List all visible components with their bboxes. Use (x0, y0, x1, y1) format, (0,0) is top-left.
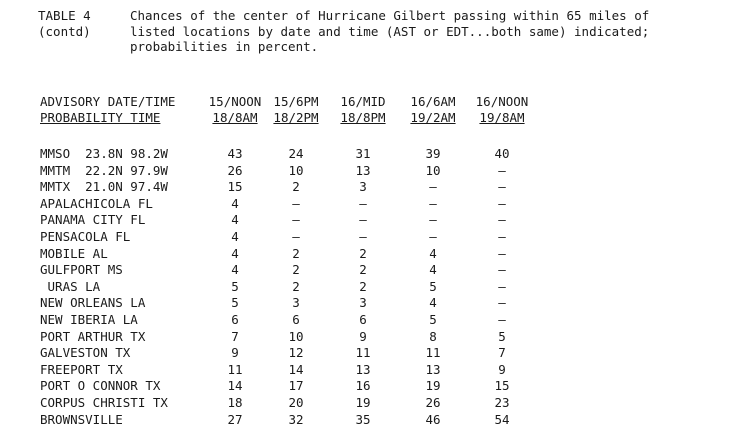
table-row (0, 262, 735, 279)
table-row (0, 378, 735, 395)
probability-cell: 19 (425, 378, 441, 394)
location-name: FREEPORT TX (40, 361, 123, 377)
probability-cell: — (498, 179, 506, 195)
probability-time: 18/2PM (273, 110, 319, 125)
probability-cell: 6 (359, 311, 367, 327)
probability-cell: 11 (227, 361, 243, 377)
probability-cell: 9 (498, 361, 506, 377)
probability-cell: 40 (494, 146, 510, 161)
probability-cell: 2 (292, 245, 300, 261)
table-row (0, 329, 735, 346)
location-name: NEW ORLEANS LA (40, 295, 146, 311)
probability-cell: 3 (292, 295, 300, 311)
probability-cell: — (498, 212, 506, 228)
probability-cell: — (292, 212, 300, 228)
probability-cell: 15 (494, 378, 510, 394)
caption-line: probabilities in percent. (130, 39, 319, 54)
probability-cell: 31 (355, 146, 371, 161)
probability-cell: — (429, 179, 437, 195)
probability-cell: 35 (355, 411, 371, 427)
probability-cell: 23 (494, 394, 510, 410)
table-row (0, 345, 735, 362)
location-name: URAS LA (40, 278, 101, 294)
probability-cell: — (498, 311, 506, 327)
table-body (0, 146, 735, 428)
table-row (0, 196, 735, 213)
location-name: MMSO 23.8N 98.2W (40, 146, 168, 161)
probability-cell: 3 (359, 179, 367, 195)
table-row (0, 146, 735, 163)
probability-time: 18/8PM (340, 110, 386, 125)
probability-cell: 10 (288, 328, 304, 344)
probability-time: 19/2AM (410, 110, 456, 125)
table-row (0, 412, 735, 429)
location-name: CORPUS CHRISTI TX (40, 394, 168, 410)
advisory-time-row (0, 94, 735, 110)
probability-cell: 7 (231, 328, 239, 344)
table-row (0, 229, 735, 246)
probability-cell: 2 (292, 262, 300, 278)
location-name: MMTM 22.2N 97.9W (40, 162, 168, 178)
location-name: MOBILE AL (40, 245, 108, 261)
probability-cell: 43 (227, 146, 243, 161)
probability-cell: 2 (359, 262, 367, 278)
table-row (0, 212, 735, 229)
table-row (0, 295, 735, 312)
location-name: NEW IBERIA LA (40, 311, 138, 327)
location-name: PANAMA CITY FL (40, 212, 146, 228)
probability-cell: 12 (288, 345, 304, 361)
probability-cell: 4 (231, 212, 239, 228)
probability-cell: 6 (292, 311, 300, 327)
probability-cell: 5 (498, 328, 506, 344)
probability-cell: — (359, 212, 367, 228)
probability-cell: 4 (231, 195, 239, 211)
probability-cell: — (498, 228, 506, 244)
probability-cell: 14 (227, 378, 243, 394)
advisory-time: 15/NOON (208, 94, 262, 109)
table-row (0, 179, 735, 196)
location-name: BROWNSVILLE (40, 411, 123, 427)
location-name: PORT O CONNOR TX (40, 378, 161, 394)
probability-cell: — (498, 245, 506, 261)
probability-cell: — (292, 228, 300, 244)
probability-cell: — (359, 195, 367, 211)
probability-cell: 2 (292, 278, 300, 294)
advisory-time: 16/NOON (475, 94, 529, 109)
probability-cell: 3 (359, 295, 367, 311)
probability-cell: 14 (288, 361, 304, 377)
probability-cell: 5 (231, 278, 239, 294)
probability-cell: 4 (429, 262, 437, 278)
table-row (0, 163, 735, 180)
probability-cell: 13 (355, 361, 371, 377)
table-label: TABLE 4 (contd) (38, 8, 91, 39)
probability-cell: 2 (359, 245, 367, 261)
probability-cell: 54 (494, 411, 510, 427)
probability-cell: 4 (231, 228, 239, 244)
probability-cell: 27 (227, 411, 243, 427)
caption-line: Chances of the center of Hurricane Gilbert passing within 65 miles of (130, 8, 650, 23)
probability-cell: 10 (288, 162, 304, 178)
probability-cell: 32 (288, 411, 304, 427)
probability-cell: 8 (429, 328, 437, 344)
probability-cell: 6 (231, 311, 239, 327)
advisory-time: 15/6PM (273, 94, 319, 109)
table-row (0, 362, 735, 379)
probability-cell: — (498, 295, 506, 311)
probability-cell: 20 (288, 394, 304, 410)
probability-cell: — (429, 195, 437, 211)
caption-line: listed locations by date and time (AST or EDT...both same) indicated; (130, 23, 650, 39)
table-row (0, 395, 735, 412)
probability-cell: 26 (425, 394, 441, 410)
probability-cell: — (359, 228, 367, 244)
location-name: GULFPORT MS (40, 262, 123, 278)
probability-cell: 5 (429, 311, 437, 327)
probability-cell: 15 (227, 179, 243, 195)
probability-cell: 5 (429, 278, 437, 294)
probability-cell: 4 (231, 262, 239, 278)
probability-cell: 5 (231, 295, 239, 311)
probability-label: PROBABILITY TIME (40, 110, 161, 125)
advisory-label: ADVISORY DATE/TIME (40, 94, 176, 109)
probability-cell: 4 (231, 245, 239, 261)
table-row (0, 246, 735, 263)
location-name: PORT ARTHUR TX (40, 328, 146, 344)
probability-cell: — (498, 162, 506, 178)
table-row (0, 312, 735, 329)
table-header (0, 94, 735, 126)
probability-cell: 11 (355, 345, 371, 361)
location-name: APALACHICOLA FL (40, 195, 153, 211)
probability-time-row (0, 110, 735, 126)
probability-cell: 16 (355, 378, 371, 394)
probability-cell: 4 (429, 295, 437, 311)
probability-cell: — (498, 195, 506, 211)
probability-cell: 17 (288, 378, 304, 394)
probability-cell: — (292, 195, 300, 211)
probability-time: 18/8AM (212, 110, 258, 125)
advisory-time: 16/MID (340, 94, 386, 109)
advisory-time: 16/6AM (410, 94, 456, 109)
probability-cell: 7 (498, 345, 506, 361)
probability-cell: 11 (425, 345, 441, 361)
probability-cell: — (429, 212, 437, 228)
table-row (0, 279, 735, 296)
probability-cell: 39 (425, 146, 441, 161)
probability-cell: — (498, 262, 506, 278)
location-name: GALVESTON TX (40, 345, 131, 361)
location-name: MMTX 21.0N 97.4W (40, 179, 168, 195)
probability-cell: 18 (227, 394, 243, 410)
caption-text (130, 8, 735, 55)
location-name: PENSACOLA FL (40, 228, 131, 244)
probability-cell: 46 (425, 411, 441, 427)
probability-cell: 13 (355, 162, 371, 178)
probability-cell: 26 (227, 162, 243, 178)
probability-cell: 4 (429, 245, 437, 261)
probability-cell: 9 (231, 345, 239, 361)
probability-time: 19/8AM (479, 110, 525, 125)
probability-cell: 9 (359, 328, 367, 344)
probability-cell: 13 (425, 361, 441, 377)
probability-cell: 19 (355, 394, 371, 410)
probability-cell: 2 (359, 278, 367, 294)
probability-cell: — (498, 278, 506, 294)
probability-cell: 10 (425, 162, 441, 178)
probability-cell: — (429, 228, 437, 244)
probability-cell: 24 (288, 146, 304, 161)
probability-cell: 2 (292, 179, 300, 195)
